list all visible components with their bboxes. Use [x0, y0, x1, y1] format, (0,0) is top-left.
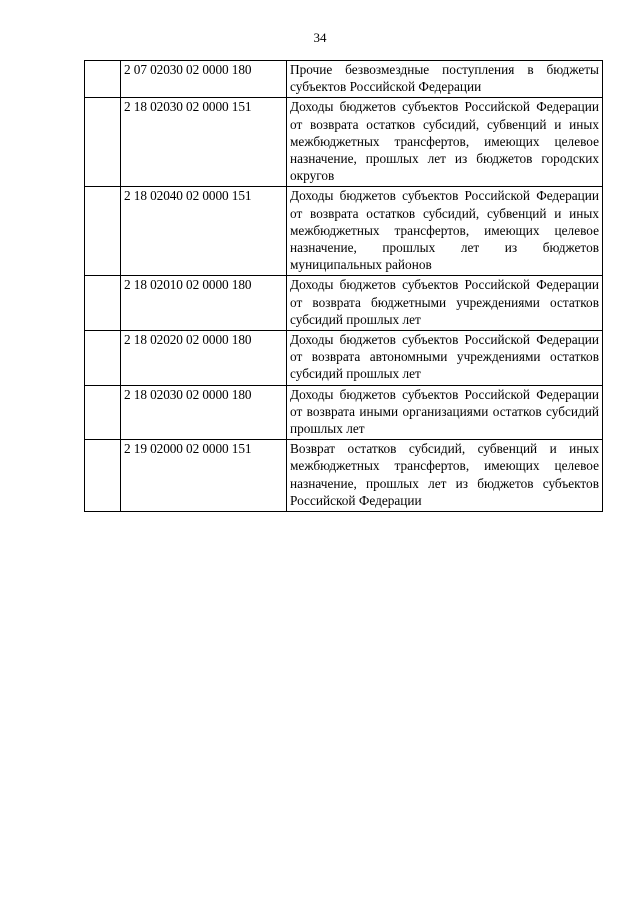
admin-code-cell — [85, 98, 121, 187]
revenue-description-cell: Доходы бюджетов субъектов Российской Федерации от возврата бюджетными учреждениями остатков субсидий прошлых лет — [287, 276, 603, 331]
revenue-description-cell: Доходы бюджетов субъектов Российской Федерации от возврата остатков субсидий, субвенций и иных межбюджетных трансфертов, имеющих целевое назначение, прошлых лет из бюджетов муниципальных районов — [287, 187, 603, 276]
admin-code-cell — [85, 187, 121, 276]
table-row — [85, 276, 603, 331]
revenue-description-cell: Доходы бюджетов субъектов Российской Федерации от возврата остатков субсидий, субвенций и иных межбюджетных трансфертов, имеющих целевое назначение, прошлых лет из бюджетов городских округов — [287, 98, 603, 187]
revenue-code-cell: 2 18 02020 02 0000 180 — [121, 331, 287, 386]
revenue-description-cell: Прочие безвозмездные поступления в бюджеты субъектов Российской Федерации — [287, 61, 603, 98]
admin-code-cell — [85, 331, 121, 386]
revenue-code-cell: 2 07 02030 02 0000 180 — [121, 61, 287, 98]
admin-code-cell — [85, 385, 121, 440]
table-row — [85, 61, 603, 98]
revenue-description-cell: Доходы бюджетов субъектов Российской Федерации от возврата иными организациями остатков субсидий прошлых лет — [287, 385, 603, 440]
admin-code-cell — [85, 276, 121, 331]
table-row — [85, 187, 603, 276]
table-row — [85, 385, 603, 440]
table-row — [85, 98, 603, 187]
table-row — [85, 331, 603, 386]
revenue-code-cell: 2 19 02000 02 0000 151 — [121, 440, 287, 512]
revenue-description-cell: Доходы бюджетов субъектов Российской Федерации от возврата автономными учреждениями остатков субсидий прошлых лет — [287, 331, 603, 386]
admin-code-cell — [85, 61, 121, 98]
revenue-code-cell: 2 18 02040 02 0000 151 — [121, 187, 287, 276]
admin-code-cell — [85, 440, 121, 512]
budget-classification-table — [84, 60, 603, 512]
page-number: 34 — [313, 30, 327, 45]
revenue-code-cell: 2 18 02030 02 0000 151 — [121, 98, 287, 187]
revenue-code-cell: 2 18 02030 02 0000 180 — [121, 385, 287, 440]
table-row — [85, 440, 603, 512]
revenue-description-cell: Возврат остатков субсидий, субвенций и иных межбюджетных трансфертов, имеющих целевое назначение, прошлых лет из бюджетов субъектов Российской Федерации — [287, 440, 603, 512]
revenue-code-cell: 2 18 02010 02 0000 180 — [121, 276, 287, 331]
